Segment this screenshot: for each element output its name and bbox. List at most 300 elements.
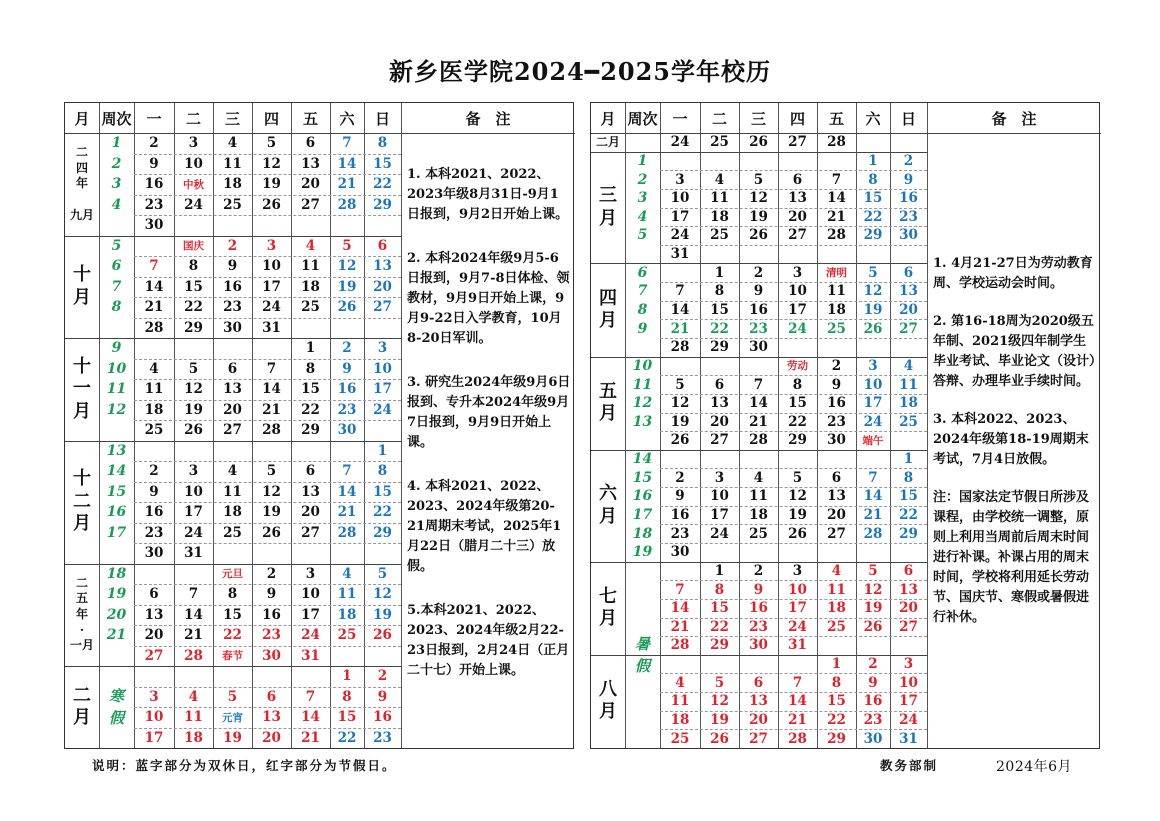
day-cell: 9 (753, 283, 764, 300)
day-cell: 18 (301, 278, 320, 295)
day-cell: 19 (337, 278, 357, 295)
day-cell: 8 (342, 688, 352, 705)
day-cell: 22 (373, 176, 392, 193)
month-label: 七 月 (599, 585, 617, 630)
day-cell: 27 (788, 134, 807, 151)
day-cell: 18 (710, 208, 729, 225)
day-cell: 13 (827, 488, 846, 505)
day-cell: 20 (710, 413, 729, 430)
day-cell: 1 (714, 264, 725, 281)
day-cell: 7 (675, 283, 685, 300)
day-cell: 18 (827, 600, 846, 617)
day-cell: 19 (184, 401, 203, 418)
day-cell: 28 (863, 525, 883, 542)
day-cell: 31 (301, 647, 320, 664)
week-number: 13 (106, 442, 127, 459)
day-cell: 13 (788, 190, 807, 207)
day-cell: 11 (144, 381, 164, 398)
day-cell: 15 (899, 488, 918, 505)
header-day: 四 (789, 109, 805, 128)
day-cell: 3 (792, 562, 803, 579)
week-number: 14 (632, 451, 653, 468)
day-cell: 18 (899, 395, 918, 412)
day-cell: 31 (899, 730, 918, 747)
day-cell: 8 (868, 171, 878, 188)
day-cell: 25 (749, 525, 768, 542)
day-cell: 7 (868, 469, 878, 486)
day-cell: 2 (149, 463, 159, 480)
day-cell: 28 (788, 730, 807, 747)
day-cell: 21 (749, 413, 768, 430)
day-cell: 30 (223, 319, 242, 336)
day-cell: 11 (749, 488, 768, 505)
day-cell: 中秋 (183, 178, 204, 191)
day-cell: 13 (144, 606, 164, 623)
day-cell: 15 (710, 302, 729, 319)
day-cell: 15 (863, 190, 883, 207)
day-cell: 国庆 (183, 240, 204, 253)
day-cell: 8 (188, 258, 199, 275)
day-cell: 4 (227, 135, 238, 152)
day-cell: 26 (749, 134, 768, 151)
day-cell: 15 (337, 709, 357, 726)
day-cell: 15 (184, 278, 203, 295)
header-day: 六 (865, 109, 881, 128)
week-number: 18 (632, 525, 653, 542)
day-cell: 8 (714, 581, 725, 598)
day-cell: 3 (792, 264, 803, 281)
day-cell: 14 (144, 278, 164, 295)
day-cell: 23 (337, 401, 357, 418)
day-cell: 12 (710, 693, 729, 710)
day-cell: 23 (670, 525, 690, 542)
day-cell: 20 (301, 504, 320, 521)
day-cell: 16 (863, 693, 883, 710)
day-cell: 29 (899, 525, 918, 542)
day-cell: 17 (788, 302, 807, 319)
day-cell: 27 (749, 730, 768, 747)
day-cell: 14 (827, 190, 846, 207)
day-cell: 9 (149, 483, 159, 500)
day-cell: 7 (342, 463, 352, 480)
day-cell: 11 (710, 190, 729, 207)
day-cell: 24 (863, 413, 883, 430)
day-cell: 23 (827, 413, 846, 430)
day-cell: 30 (827, 432, 846, 449)
day-cell: 2 (903, 152, 914, 169)
day-cell: 18 (749, 507, 768, 524)
day-cell: 18 (184, 729, 203, 746)
day-cell: 14 (670, 600, 690, 617)
day-cell: 12 (788, 488, 807, 505)
day-cell: 14 (749, 395, 768, 412)
day-cell: 24 (788, 618, 807, 635)
month-label: 十 月 (73, 264, 91, 308)
day-cell: 20 (223, 401, 242, 418)
day-cell: 13 (373, 258, 392, 275)
day-cell: 28 (337, 524, 357, 541)
day-cell: 5 (792, 469, 803, 486)
day-cell: 3 (149, 688, 159, 705)
day-cell: 29 (788, 432, 807, 449)
day-cell: 26 (863, 320, 883, 337)
day-cell: 7 (188, 586, 199, 603)
day-cell: 5 (868, 264, 878, 281)
day-cell: 春节 (222, 650, 243, 663)
day-cell: 30 (863, 730, 883, 747)
day-cell: 4 (305, 237, 316, 254)
day-cell: 21 (670, 618, 690, 635)
day-cell: 6 (149, 586, 159, 603)
day-cell: 1 (342, 668, 352, 685)
day-cell: 27 (373, 299, 392, 316)
day-cell: 5 (377, 565, 388, 582)
day-cell: 4 (753, 469, 764, 486)
day-cell: 28 (827, 227, 846, 244)
day-cell: 12 (262, 483, 281, 500)
day-cell: 25 (337, 627, 357, 644)
day-cell: 13 (710, 395, 729, 412)
day-cell: 27 (144, 647, 164, 664)
header-day: 二 (185, 109, 201, 128)
day-cell: 9 (675, 488, 685, 505)
day-cell: 1 (868, 152, 878, 169)
day-cell: 31 (184, 545, 203, 562)
day-cell: 29 (373, 524, 392, 541)
day-cell: 14 (788, 693, 807, 710)
week-number: 15 (106, 483, 127, 500)
day-cell: 4 (149, 360, 159, 377)
day-cell: 16 (144, 504, 164, 521)
week-number: 8 (637, 302, 648, 319)
day-cell: 10 (710, 488, 729, 505)
day-cell: 8 (714, 283, 725, 300)
day-cell: 23 (144, 524, 164, 541)
day-cell: 2 (675, 469, 685, 486)
day-cell: 3 (714, 469, 725, 486)
day-cell: 10 (262, 258, 281, 275)
day-cell: 9 (903, 171, 914, 188)
day-cell: 10 (670, 190, 690, 207)
month-label: 八 月 (599, 678, 617, 723)
day-cell: 28 (144, 319, 164, 336)
day-cell: 19 (262, 176, 281, 193)
week-number: 17 (632, 507, 653, 524)
day-cell: 19 (788, 507, 807, 524)
day-cell: 30 (899, 227, 918, 244)
day-cell: 3 (903, 656, 914, 673)
day-cell: 20 (827, 507, 846, 524)
notes-column (933, 135, 1097, 746)
day-cell: 21 (788, 712, 807, 729)
day-cell: 11 (670, 693, 690, 710)
week-number: 3 (637, 190, 648, 207)
day-cell: 21 (301, 729, 320, 746)
day-cell: 25 (223, 524, 242, 541)
day-cell: 21 (144, 299, 164, 316)
day-cell: 22 (301, 401, 320, 418)
week-number: 10 (106, 360, 127, 377)
day-cell: 5 (714, 674, 725, 691)
day-cell: 11 (301, 258, 320, 275)
day-cell: 26 (749, 227, 768, 244)
day-cell: 6 (792, 171, 803, 188)
day-cell: 6 (903, 562, 914, 579)
day-cell: 19 (262, 504, 281, 521)
day-cell: 28 (827, 134, 846, 151)
day-cell: 19 (373, 606, 392, 623)
day-cell: 26 (373, 627, 392, 644)
day-cell: 元宵 (222, 711, 243, 724)
header-day: 五 (828, 109, 844, 128)
day-cell: 24 (899, 712, 918, 729)
header-day: 四 (263, 109, 279, 128)
day-cell: 24 (670, 134, 690, 151)
day-cell: 14 (337, 483, 357, 500)
day-cell: 22 (373, 504, 392, 521)
day-cell: 22 (710, 320, 729, 337)
month-label: 二 五 年 · 一月 (69, 575, 94, 653)
week-number: 21 (106, 627, 127, 644)
week-number: 12 (632, 395, 653, 412)
day-cell: 15 (710, 600, 729, 617)
day-cell: 24 (262, 299, 281, 316)
month-label: 三 月 (599, 185, 617, 229)
day-cell: 7 (753, 376, 764, 393)
calendar-table-2024 (64, 102, 574, 749)
day-cell: 元旦 (222, 568, 243, 581)
day-cell: 2 (149, 135, 159, 152)
week-number: 9 (111, 340, 122, 357)
day-cell: 4 (831, 562, 842, 579)
header-day: 三 (224, 109, 240, 128)
day-cell: 10 (863, 376, 883, 393)
day-cell: 25 (827, 618, 846, 635)
day-cell: 22 (710, 618, 729, 635)
week-number: 17 (106, 524, 127, 541)
day-cell: 26 (184, 422, 203, 439)
day-cell: 14 (262, 381, 281, 398)
day-cell: 14 (184, 606, 203, 623)
day-cell: 5 (266, 463, 277, 480)
holiday-label: 寒 假 (108, 687, 124, 727)
day-cell: 7 (149, 258, 159, 275)
day-cell: 12 (670, 395, 690, 412)
header-day: 日 (374, 109, 390, 128)
day-cell: 22 (184, 299, 203, 316)
day-cell: 20 (373, 278, 392, 295)
month-label: 四 月 (599, 287, 617, 332)
day-cell: 8 (227, 586, 238, 603)
day-cell: 29 (827, 730, 846, 747)
day-cell: 11 (184, 709, 203, 726)
day-cell: 18 (337, 606, 357, 623)
day-cell: 10 (788, 283, 807, 300)
day-cell: 3 (377, 340, 388, 357)
day-cell: 29 (373, 196, 392, 213)
day-cell: 18 (670, 712, 690, 729)
week-number: 2 (111, 155, 122, 172)
day-cell: 31 (670, 246, 690, 263)
day-cell: 25 (301, 299, 320, 316)
day-cell: 19 (223, 729, 242, 746)
day-cell: 9 (377, 688, 388, 705)
day-cell: 3 (188, 135, 199, 152)
week-number: 10 (632, 357, 653, 374)
day-cell: 11 (337, 586, 357, 603)
day-cell: 12 (863, 581, 883, 598)
month-label: 二 月 (73, 684, 91, 728)
day-cell: 23 (749, 618, 768, 635)
day-cell: 8 (305, 360, 316, 377)
day-cell: 15 (373, 483, 392, 500)
day-cell: 13 (301, 483, 320, 500)
week-number: 6 (637, 264, 648, 281)
week-number: 6 (111, 258, 122, 275)
header-month: 月 (600, 109, 616, 128)
week-number: 13 (632, 413, 653, 430)
day-cell: 17 (863, 395, 883, 412)
week-number: 4 (637, 208, 648, 225)
day-cell: 5 (342, 237, 352, 254)
week-number: 2 (637, 171, 648, 188)
day-cell: 9 (342, 360, 352, 377)
day-cell: 16 (144, 176, 164, 193)
day-cell: 26 (262, 196, 281, 213)
day-cell: 27 (301, 524, 320, 541)
day-cell: 9 (227, 258, 238, 275)
day-cell: 6 (831, 469, 842, 486)
day-cell: 25 (670, 730, 690, 747)
day-cell: 18 (223, 504, 242, 521)
day-cell: 17 (670, 208, 690, 225)
day-cell: 23 (899, 208, 918, 225)
day-cell: 24 (184, 524, 203, 541)
day-cell: 3 (266, 237, 277, 254)
day-cell: 10 (184, 155, 203, 172)
day-cell: 27 (827, 525, 846, 542)
day-cell: 13 (899, 581, 918, 598)
page-title: 新乡医学院2024━2025学年校历 (388, 57, 772, 86)
note-item: 2. 本科2024年级9月5-6日报到，9月7-8日体检、领教材，9月9日开始上课，9月9-22日入学教育，10月8-20日军训。 (407, 251, 570, 346)
note-item: 1. 本科2021、2022、2023年级8月31日-9月1日报到，9月2日开始上课。 (407, 167, 569, 222)
day-cell: 21 (863, 507, 883, 524)
department-label: 教务部制 (880, 758, 939, 773)
day-cell: 3 (675, 171, 685, 188)
week-number: 14 (106, 463, 127, 480)
day-cell: 11 (827, 283, 846, 300)
day-cell: 19 (749, 208, 768, 225)
day-cell: 13 (899, 283, 918, 300)
header-week: 周次 (101, 109, 132, 128)
day-cell: 6 (377, 237, 388, 254)
day-cell: 16 (670, 507, 690, 524)
day-cell: 16 (749, 302, 768, 319)
day-cell: 26 (337, 299, 357, 316)
day-cell: 31 (788, 637, 807, 654)
day-cell: 1 (831, 656, 842, 673)
week-number: 11 (632, 376, 653, 393)
week-number: 5 (111, 237, 122, 254)
day-cell: 30 (749, 339, 768, 356)
day-cell: 29 (301, 422, 320, 439)
header-month: 月 (74, 109, 90, 128)
day-cell: 23 (749, 320, 768, 337)
day-cell: 22 (223, 627, 242, 644)
week-number: 19 (106, 586, 127, 603)
note-item: 1. 4月21-27日为劳动教育周、学校运动会时间。 (933, 255, 1093, 291)
month-label: 二月 (595, 134, 620, 149)
note-item: 注：国家法定节假日所涉及课程，由学校统一调整，原则上利用当周前后周末时间进行补课。补课占用的周末时间，学校将利用延长劳动节、国庆节、寒假或暑假进行补休。 (933, 489, 1090, 625)
day-cell: 19 (670, 413, 690, 430)
week-number: 15 (632, 469, 653, 486)
day-cell: 2 (753, 264, 764, 281)
day-cell: 17 (710, 507, 729, 524)
day-cell: 7 (342, 135, 352, 152)
day-cell: 6 (753, 674, 764, 691)
day-cell: 12 (863, 283, 883, 300)
day-cell: 20 (301, 176, 320, 193)
notes-column (407, 135, 571, 746)
day-cell: 8 (377, 135, 388, 152)
day-cell: 25 (144, 422, 164, 439)
day-cell: 18 (827, 302, 846, 319)
header-day: 一 (146, 109, 162, 128)
day-cell: 30 (144, 545, 164, 562)
day-cell: 2 (266, 565, 277, 582)
day-cell: 10 (373, 360, 392, 377)
day-cell: 4 (342, 565, 352, 582)
day-cell: 28 (670, 637, 690, 654)
header-day: 二 (711, 109, 727, 128)
day-cell: 7 (266, 360, 277, 377)
day-cell: 1 (903, 451, 914, 468)
day-cell: 20 (899, 600, 918, 617)
day-cell: 5 (266, 135, 277, 152)
month-label: 六 月 (599, 483, 617, 527)
day-cell: 24 (373, 401, 392, 418)
day-cell: 6 (305, 135, 316, 152)
day-cell: 25 (710, 227, 729, 244)
day-cell: 29 (184, 319, 203, 336)
day-cell: 21 (262, 401, 281, 418)
day-cell: 22 (899, 507, 918, 524)
header-notes: 备 注 (465, 109, 511, 128)
day-cell: 15 (301, 381, 320, 398)
day-cell: 16 (337, 381, 357, 398)
day-cell: 25 (899, 413, 918, 430)
day-cell: 3 (188, 463, 199, 480)
day-cell: 29 (863, 227, 883, 244)
day-cell: 11 (223, 155, 242, 172)
week-number: 19 (632, 544, 653, 561)
note-item: 5.本科2021、2022、2023、2024年级2月22-23日报到，2月24日（正月二十七）开始上课。 (407, 603, 570, 678)
day-cell: 27 (899, 618, 918, 635)
day-cell: 26 (788, 525, 807, 542)
header-week: 周次 (627, 109, 658, 128)
header-notes: 备 注 (991, 109, 1037, 128)
calendar-table-2025 (590, 102, 1100, 749)
day-cell: 30 (670, 544, 690, 561)
day-cell: 2 (753, 562, 764, 579)
day-cell: 29 (710, 339, 729, 356)
day-cell: 30 (749, 637, 768, 654)
day-cell: 20 (899, 302, 918, 319)
day-cell: 12 (749, 190, 768, 207)
day-cell: 28 (337, 196, 357, 213)
day-cell: 13 (301, 155, 320, 172)
header-day: 六 (339, 109, 355, 128)
